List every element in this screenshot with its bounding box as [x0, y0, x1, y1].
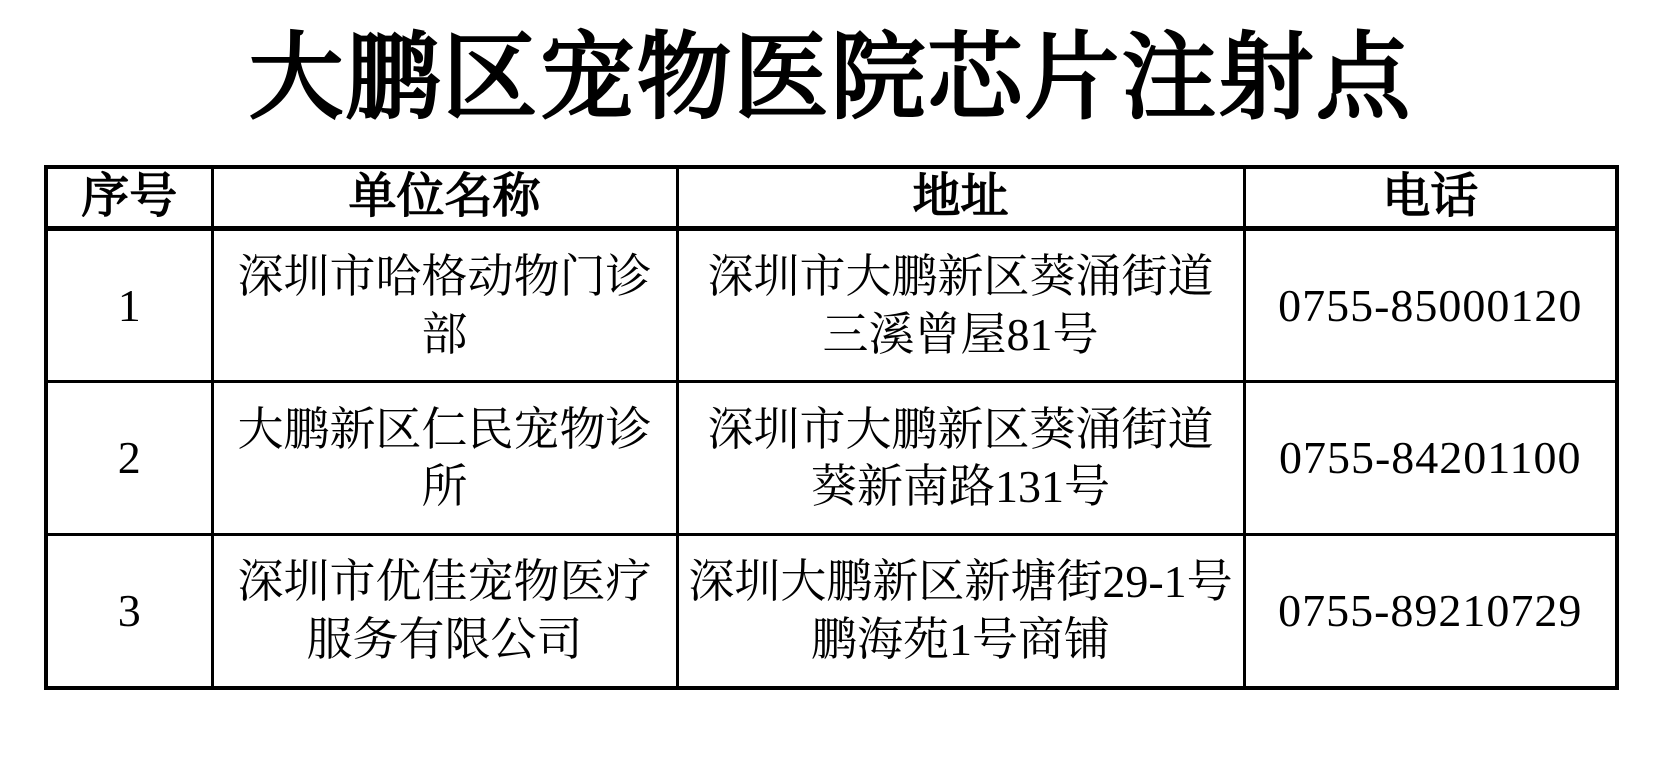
table-row — [46, 382, 1617, 535]
unit-address: 深圳市大鹏新区葵涌街道葵新南路131号 — [677, 382, 1244, 535]
column-header-name: 单位名称 — [212, 167, 677, 229]
column-header-address: 地址 — [677, 167, 1244, 229]
injection-points-table — [44, 165, 1619, 690]
row-number: 3 — [46, 535, 212, 688]
table-row — [46, 229, 1617, 382]
unit-phone: 0755-84201100 — [1244, 382, 1617, 535]
unit-name: 深圳市哈格动物门诊部 — [212, 229, 677, 382]
unit-name: 深圳市优佳宠物医疗服务有限公司 — [212, 535, 677, 688]
row-number: 2 — [46, 382, 212, 535]
row-number: 1 — [46, 229, 212, 382]
unit-address: 深圳市大鹏新区葵涌街道三溪曾屋81号 — [677, 229, 1244, 382]
column-header-no: 序号 — [46, 167, 212, 229]
unit-phone: 0755-85000120 — [1244, 229, 1617, 382]
table-header-row — [46, 167, 1617, 229]
unit-name: 大鹏新区仁民宠物诊所 — [212, 382, 677, 535]
table-row — [46, 535, 1617, 688]
page-title: 大鹏区宠物医院芯片注射点 — [248, 25, 1413, 131]
column-header-phone: 电话 — [1244, 167, 1617, 229]
unit-address: 深圳大鹏新区新塘街29-1号鹏海苑1号商铺 — [677, 535, 1244, 688]
unit-phone: 0755-89210729 — [1244, 535, 1617, 688]
